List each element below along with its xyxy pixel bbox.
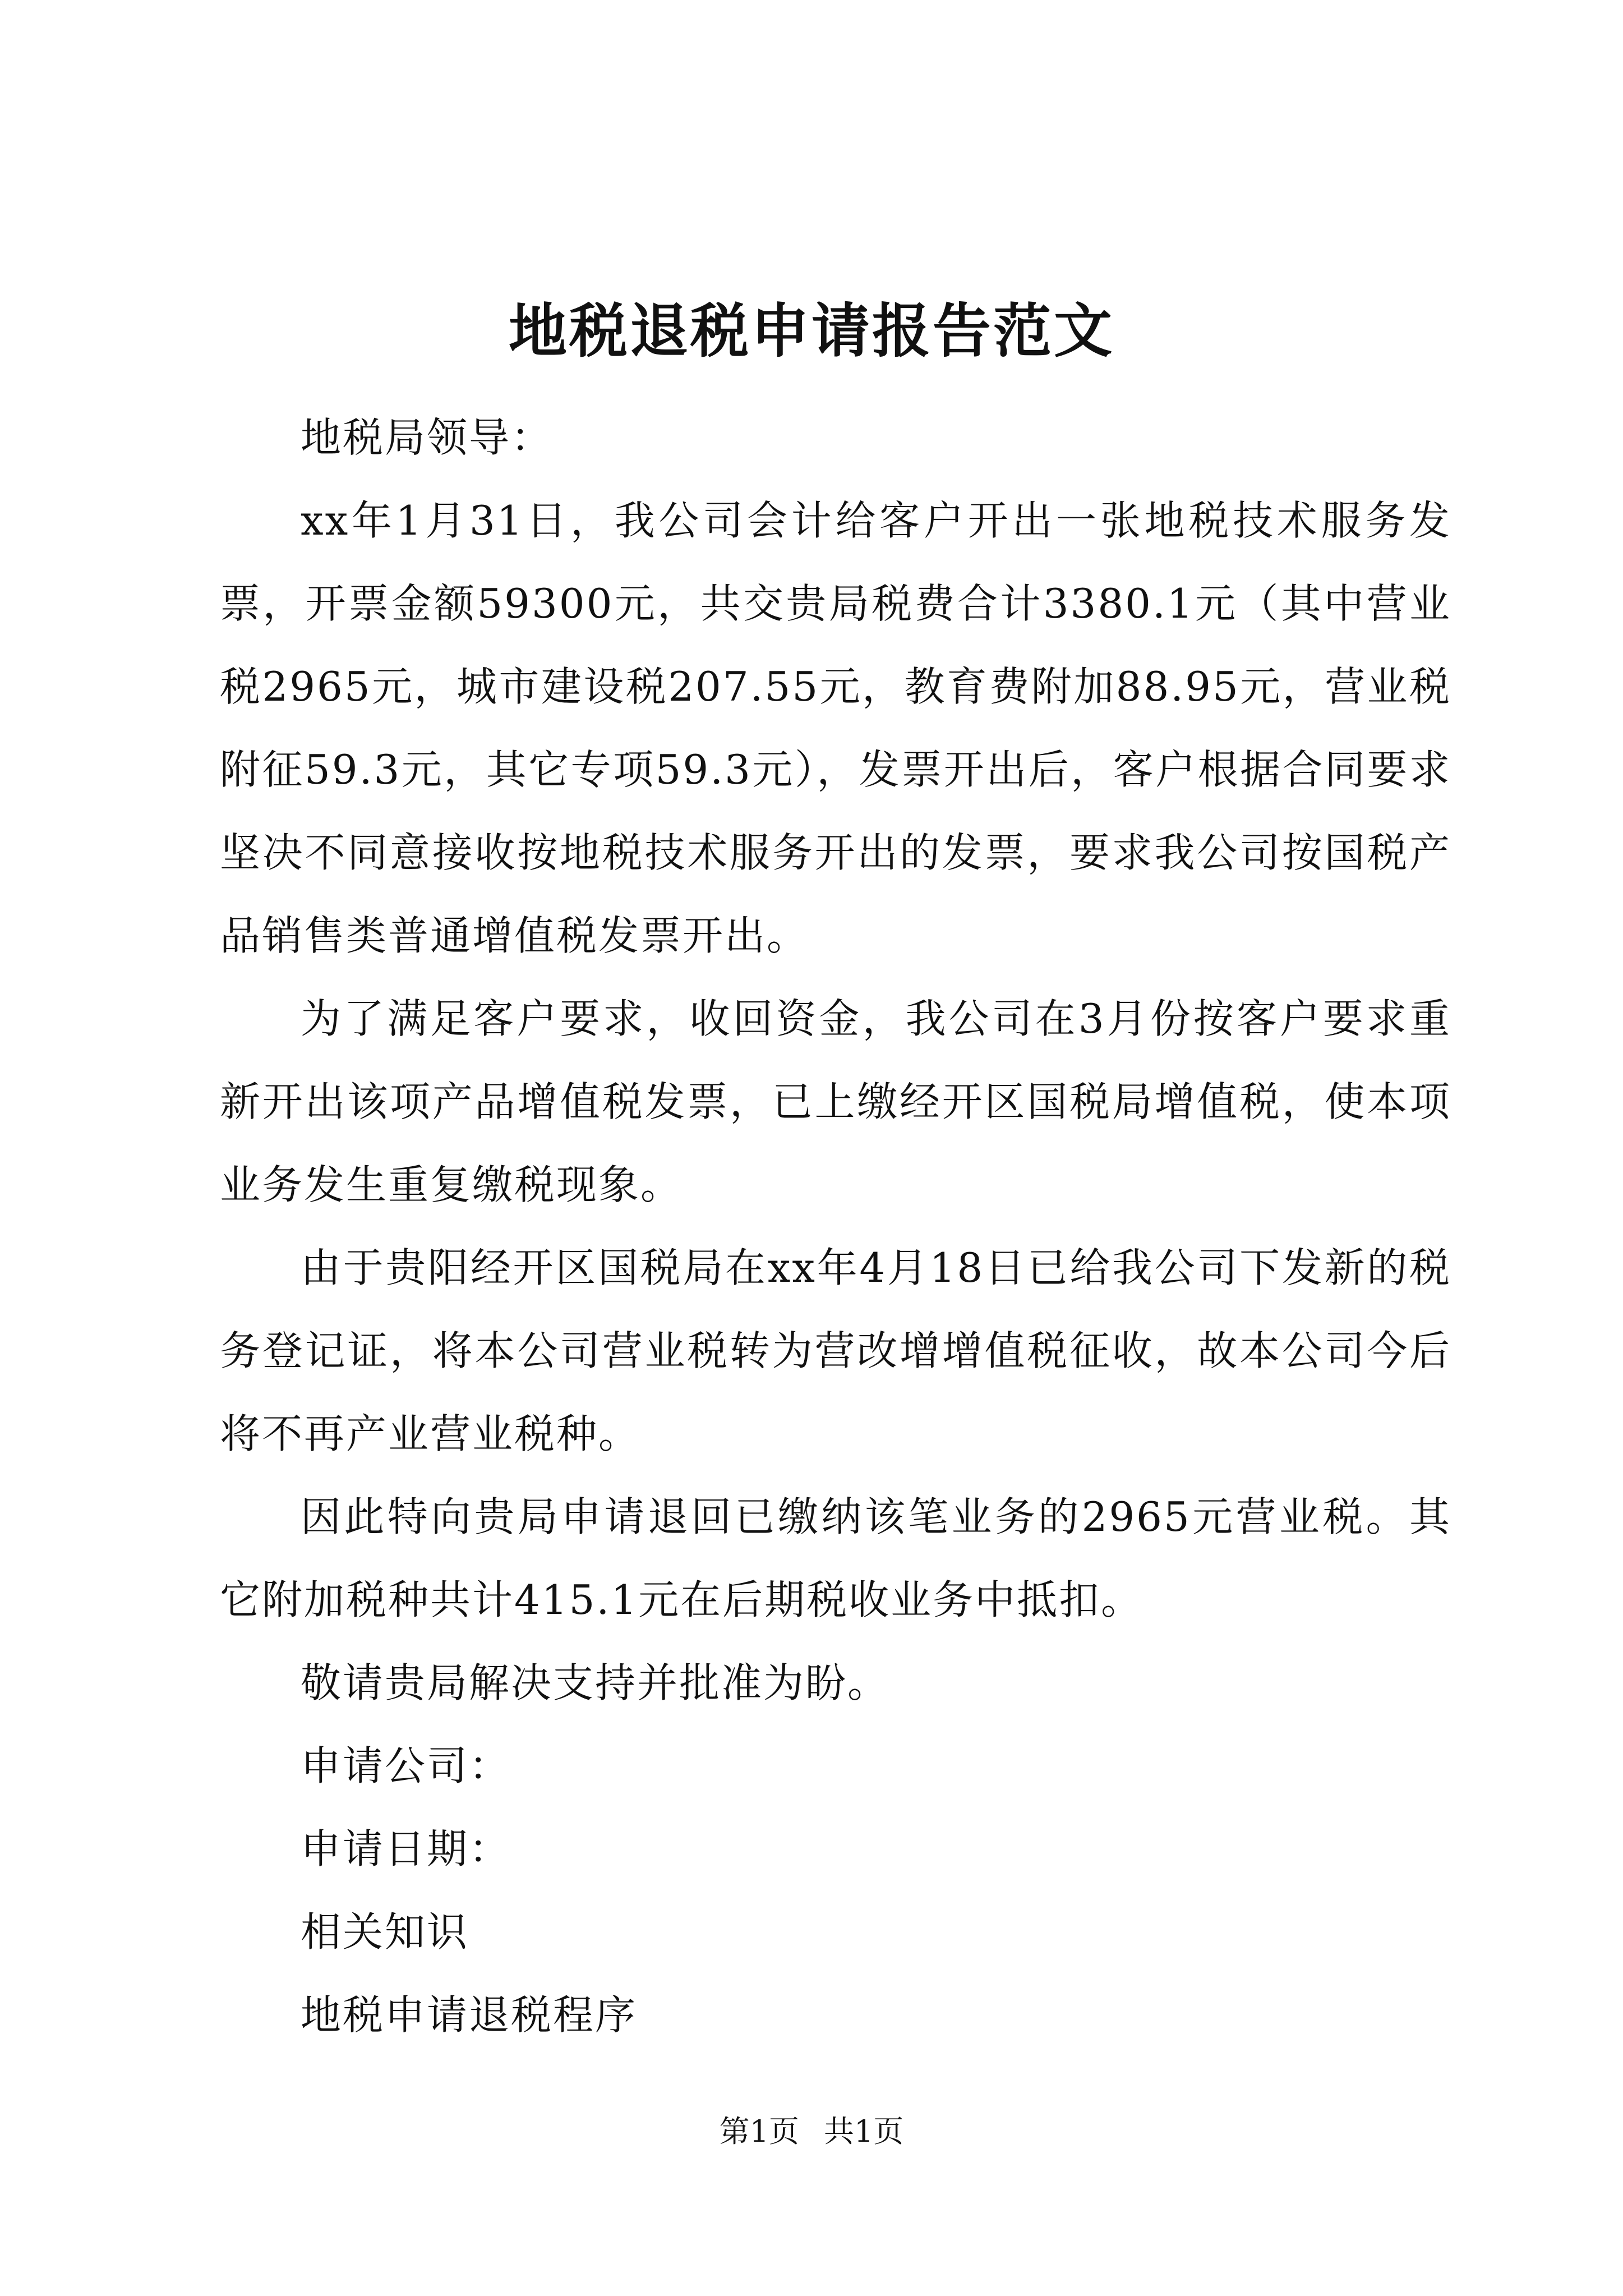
paragraph-4: 因此特向贵局申请退回已缴纳该笔业务的2965元营业税。其它附加税种共计415.1元在后期税收业务中抵扣。 xyxy=(220,1493,1451,1623)
page-footer xyxy=(0,2109,1623,2154)
procedure-heading: 地税申请退税程序 xyxy=(301,1991,638,2039)
applicant-company-label: 申请公司： xyxy=(301,1742,511,1789)
paragraph-2: 为了满足客户要求，收回资金，我公司在3月份按客户要求重新开出该项产品增值税发票，已上缴经开区国税局增值税，使本项业务发生重复缴税现象。 xyxy=(220,995,1451,1208)
paragraph-5: 敬请贵局解决支持并批准为盼。 xyxy=(301,1659,890,1706)
salutation: 地税局领导： xyxy=(301,414,554,461)
application-date-label: 申请日期： xyxy=(301,1825,511,1872)
related-knowledge-heading: 相关知识 xyxy=(301,1908,469,1955)
page-number: 第1页 xyxy=(719,2114,799,2149)
paragraph-1: xx年1月31日，我公司会计给客户开出一张地税技术服务发票，开票金额59300元，共交贵局税费合计3380.1元（其中营业税2965元，城市建设税207.55元，教育费附加88.95元，营业税附征59.3元，其它专项59.3元），发票开出后，客户根据合同要求坚决不同意接收按地税技术服务开出的发票，要求我公司按国税产品销售类普通增值税发票开出。 xyxy=(220,497,1451,959)
page-total: 共1页 xyxy=(824,2114,904,2149)
document-title: 地税退税申请报告范文 xyxy=(508,296,1114,365)
document-body xyxy=(220,396,1451,2056)
paragraph-3: 由于贵阳经开区国税局在xx年4月18日已给我公司下发新的税务登记证，将本公司营业税转为营改增增值税征收，故本公司今后将不再产业营业税种。 xyxy=(220,1244,1451,1457)
